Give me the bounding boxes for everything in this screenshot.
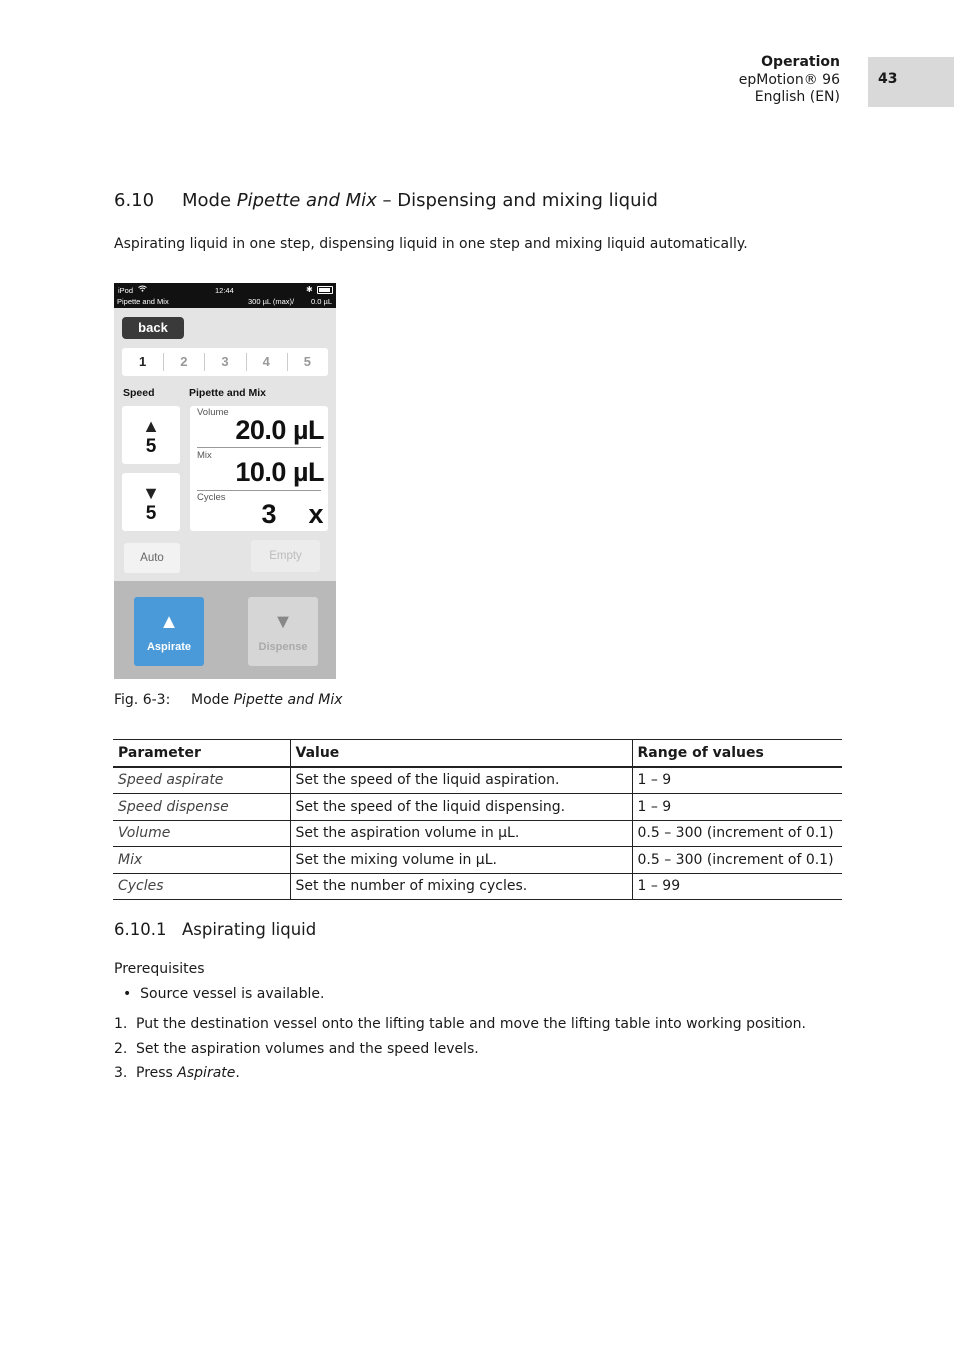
table-cell: Set the speed of the liquid aspiration.: [290, 767, 632, 794]
step-number: 1.: [114, 1016, 128, 1032]
header-product: epMotion® 96: [738, 71, 840, 88]
table-cell: Set the speed of the liquid dispensing.: [290, 794, 632, 821]
mix-divider: [197, 490, 321, 491]
table-cell: 1 – 9: [632, 794, 842, 821]
bullet-icon: •: [123, 986, 132, 1002]
tab-4[interactable]: 4: [246, 348, 287, 376]
table-cell: 1 – 9: [632, 767, 842, 794]
table-cell: 0.5 – 300 (increment of 0.1): [632, 847, 842, 874]
mix-value[interactable]: 10.0 µL: [235, 457, 324, 487]
table-row: [113, 847, 842, 874]
arrow-down-icon: ▼: [142, 483, 160, 503]
caption-prefix: Mode: [191, 692, 234, 708]
list-item: [114, 1065, 240, 1081]
heading-italic: Pipette and Mix: [236, 190, 377, 211]
table-cell: Speed aspirate: [113, 767, 290, 794]
caption-italic: Pipette and Mix: [233, 692, 343, 708]
tab-5[interactable]: 5: [287, 348, 328, 376]
cycles-label: Cycles: [197, 492, 226, 503]
status-current-volume: 0.0 µL: [311, 297, 333, 306]
status-mode: Pipette and Mix: [117, 297, 169, 306]
table-cell: Set the aspiration volume in µL.: [290, 820, 632, 847]
subsection-title: Aspirating liquid: [182, 920, 317, 939]
header-language: English (EN): [754, 89, 840, 105]
step-number: 3.: [114, 1065, 128, 1081]
table-header-row: [113, 740, 842, 767]
arrow-up-icon: ▲: [159, 611, 179, 633]
subsection-number: 6.10.1: [114, 920, 167, 939]
volume-value[interactable]: 20.0 µL: [235, 415, 324, 445]
table-row: [113, 873, 842, 900]
cycles-unit: x: [308, 499, 323, 529]
step-text-prefix: Press: [136, 1065, 178, 1081]
tab-2[interactable]: 2: [163, 348, 204, 376]
status-max-volume: 300 µL (max)/: [248, 297, 295, 306]
volume-label: Volume: [197, 407, 229, 418]
speed-aspirate-value: 5: [145, 436, 157, 457]
heading-prefix: Mode: [182, 190, 237, 211]
status-time: 12:44: [215, 286, 234, 295]
speed-aspirate-button[interactable]: [122, 406, 180, 464]
figure-number: Fig. 6-3:: [114, 692, 171, 708]
prerequisites-label: Prerequisites: [114, 961, 205, 977]
table-cell: Set the mixing volume in µL.: [290, 847, 632, 874]
table-cell: Cycles: [113, 873, 290, 900]
arrow-up-icon: ▲: [142, 416, 160, 436]
table-cell: 0.5 – 300 (increment of 0.1): [632, 820, 842, 847]
table-cell: Speed dispense: [113, 794, 290, 821]
table-cell: Volume: [113, 820, 290, 847]
table-cell: 1 – 99: [632, 873, 842, 900]
tab-3[interactable]: 3: [204, 348, 245, 376]
mix-label: Mix: [197, 450, 212, 461]
step-text: Set the aspiration volumes and the speed levels.: [136, 1041, 479, 1057]
column-header: Range of values: [632, 740, 842, 767]
page-number-box: [868, 57, 954, 107]
aspirate-label: Aspirate: [146, 641, 192, 653]
wifi-icon: [138, 285, 147, 294]
header-section: Operation: [761, 54, 840, 70]
table-row: [113, 767, 842, 794]
step-text: Put the destination vessel onto the lifting table and move the lifting table into working position.: [136, 1016, 806, 1032]
running-header: [739, 54, 840, 107]
battery-icon: [317, 286, 333, 294]
cycles-value[interactable]: 3: [261, 499, 276, 529]
bluetooth-icon: ✱: [306, 285, 313, 294]
column-header: Value: [290, 740, 632, 767]
table-cell: Set the number of mixing cycles.: [290, 873, 632, 900]
panel-label: Pipette and Mix: [189, 387, 267, 399]
step-text-suffix: .: [235, 1065, 240, 1081]
table-cell: Mix: [113, 847, 290, 874]
list-item: [114, 1041, 479, 1057]
program-tabs: [122, 348, 328, 376]
prerequisite-text: Source vessel is available.: [140, 986, 325, 1002]
parameter-table: [113, 739, 842, 900]
intro-text: Aspirating liquid in one step, dispensing liquid in one step and mixing liquid automatically.: [114, 236, 748, 252]
tab-1[interactable]: 1: [138, 354, 147, 369]
speed-label: Speed: [123, 387, 155, 399]
list-item: [114, 1016, 806, 1032]
back-button[interactable]: back: [122, 317, 184, 339]
list-item: [123, 986, 324, 1002]
dispense-button[interactable]: [248, 597, 318, 666]
volume-divider: [197, 447, 321, 448]
speed-dispense-value: 5: [145, 503, 157, 524]
aspirate-button[interactable]: [134, 597, 204, 666]
section-number: 6.10: [114, 190, 155, 211]
dispense-label: Dispense: [258, 641, 308, 653]
table-row: [113, 820, 842, 847]
heading-suffix: – Dispensing and mixing liquid: [376, 190, 658, 211]
status-bar: [114, 283, 336, 308]
parameter-panel: [190, 406, 328, 531]
auto-button[interactable]: Auto: [124, 543, 180, 573]
column-header: Parameter: [113, 740, 290, 767]
section-heading: [114, 190, 658, 211]
device-screenshot: [114, 283, 336, 679]
empty-button[interactable]: Empty: [251, 540, 320, 572]
action-bar: [114, 581, 336, 679]
step-number: 2.: [114, 1041, 128, 1057]
figure-caption: [114, 692, 343, 708]
step-text-italic: Aspirate: [177, 1065, 236, 1081]
speed-dispense-button[interactable]: [122, 473, 180, 531]
arrow-down-icon: ▼: [273, 611, 293, 633]
status-carrier: iPod: [118, 286, 134, 295]
page-number: 43: [878, 71, 898, 87]
table-row: [113, 794, 842, 821]
subsection-heading: [114, 920, 316, 939]
